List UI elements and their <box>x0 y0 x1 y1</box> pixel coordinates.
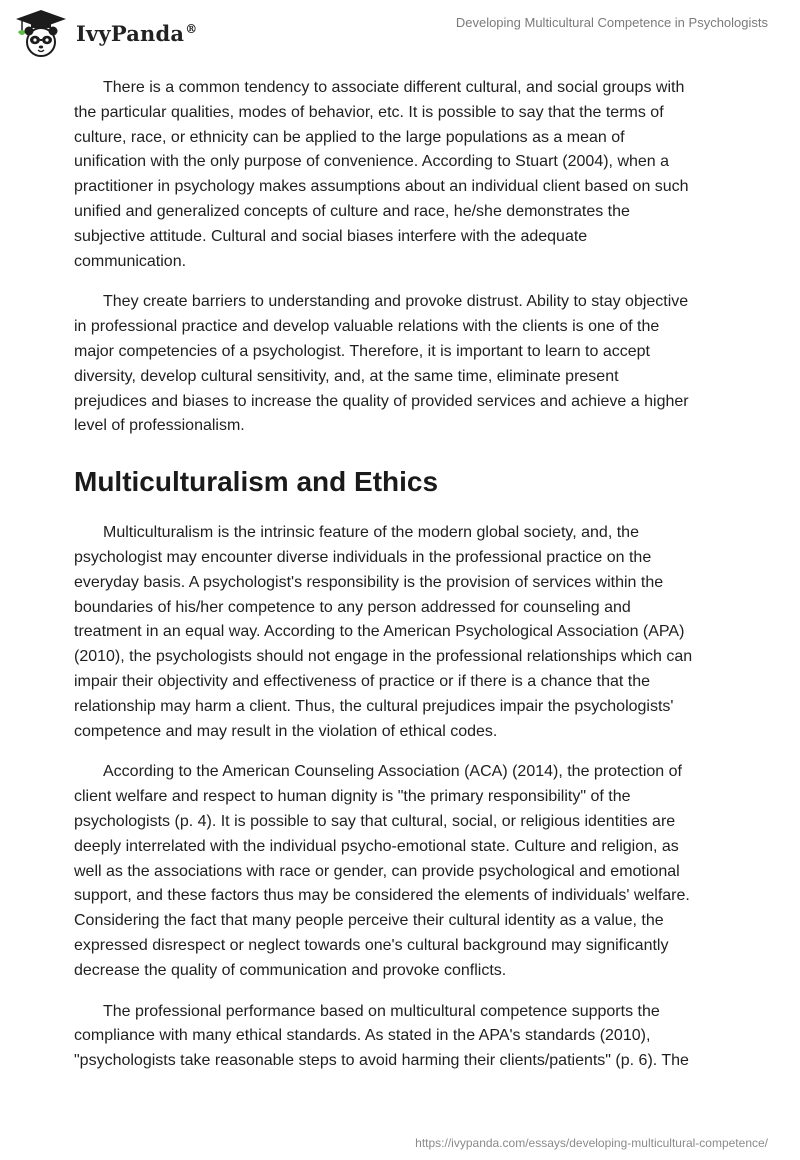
paragraph: They create barriers to understanding and provoke distrust. Ability to stay objective in professional practice and develop valuable relations with the clients is one of the major competencies of a psychologist. Therefore, it is important to learn to accept diversity, develop cultural sensitivity, and, at the same time, eliminate present prejudices and biases to increase the quality of provided services and achieve a higher level of professionalism. <box>74 293 689 435</box>
section-heading: Multiculturalism and Ethics <box>74 466 439 498</box>
panda-graduation-cap-icon <box>14 8 68 58</box>
document-title: Developing Multicultural Competence in Psychologists <box>455 15 768 30</box>
essay-content <box>74 76 724 1090</box>
page-header <box>0 0 800 60</box>
paragraph: Multiculturalism is the intrinsic feature of the modern global society, and, the psychologist may encounter diverse individuals in the professional practice on the everyday basis. A psychologist's responsibility is the provision of services within the boundaries of his/her competence to any person addressed for counseling and treatment in an equal way. According to the American Psychological Association (APA) (2010), the psychologists should not engage in the professional relationships which can impair their objectivity and effectiveness of practice or if there is a chance that the relationship may harm a client. Thus, the cultural prejudices impair the psychologists' competence and may result in the violation of ethical codes. <box>74 524 693 740</box>
paragraph: The professional performance based on multicultural competence supports the compliance with many ethical standards. As stated in the APA's standards (2010), "psychologists take reasonable steps to avoid harming their clients/patients" (p. 6). The <box>74 1002 689 1070</box>
logo-text <box>76 21 197 46</box>
source-url[interactable]: https://ivypanda.com/essays/developing-multicultural-competence/ <box>415 1136 768 1150</box>
paragraph: According to the American Counseling Association (ACA) (2014), the protection of client welfare and respect to human dignity is "the primary responsibility" of the psychologists (p. 4). It is possible to say that cultural, social, or religious identities are deeply interrelated with the individual psycho-emotional state. Culture and religion, as well as the associations with race or gender, can provide psychological and emotional support, and these factors thus may be considered the elements of individuals' welfare. Considering the fact that many people perceive their cultural identity as a value, the expressed disrespect or neglect towards one's cultural background may significantly decrease the quality of communication and provoke conflicts. <box>74 763 690 979</box>
paragraph: There is a common tendency to associate different cultural, and social groups with the particular qualities, modes of behavior, etc. It is possible to say that the terms of culture, race, or ethnicity can be applied to the large populations as a mean of unification with the only purpose of convenience. According to Stuart (2004), when a practitioner in psychology makes assumptions about an individual client based on such unified and generalized concepts of culture and race, he/she demonstrates the subjective attitude. Cultural and social biases interfere with the adequate communication. <box>74 79 689 270</box>
ivypanda-logo[interactable] <box>14 8 197 58</box>
registered-mark: ® <box>185 21 198 36</box>
logo-wordmark: IvyPanda <box>76 20 185 46</box>
